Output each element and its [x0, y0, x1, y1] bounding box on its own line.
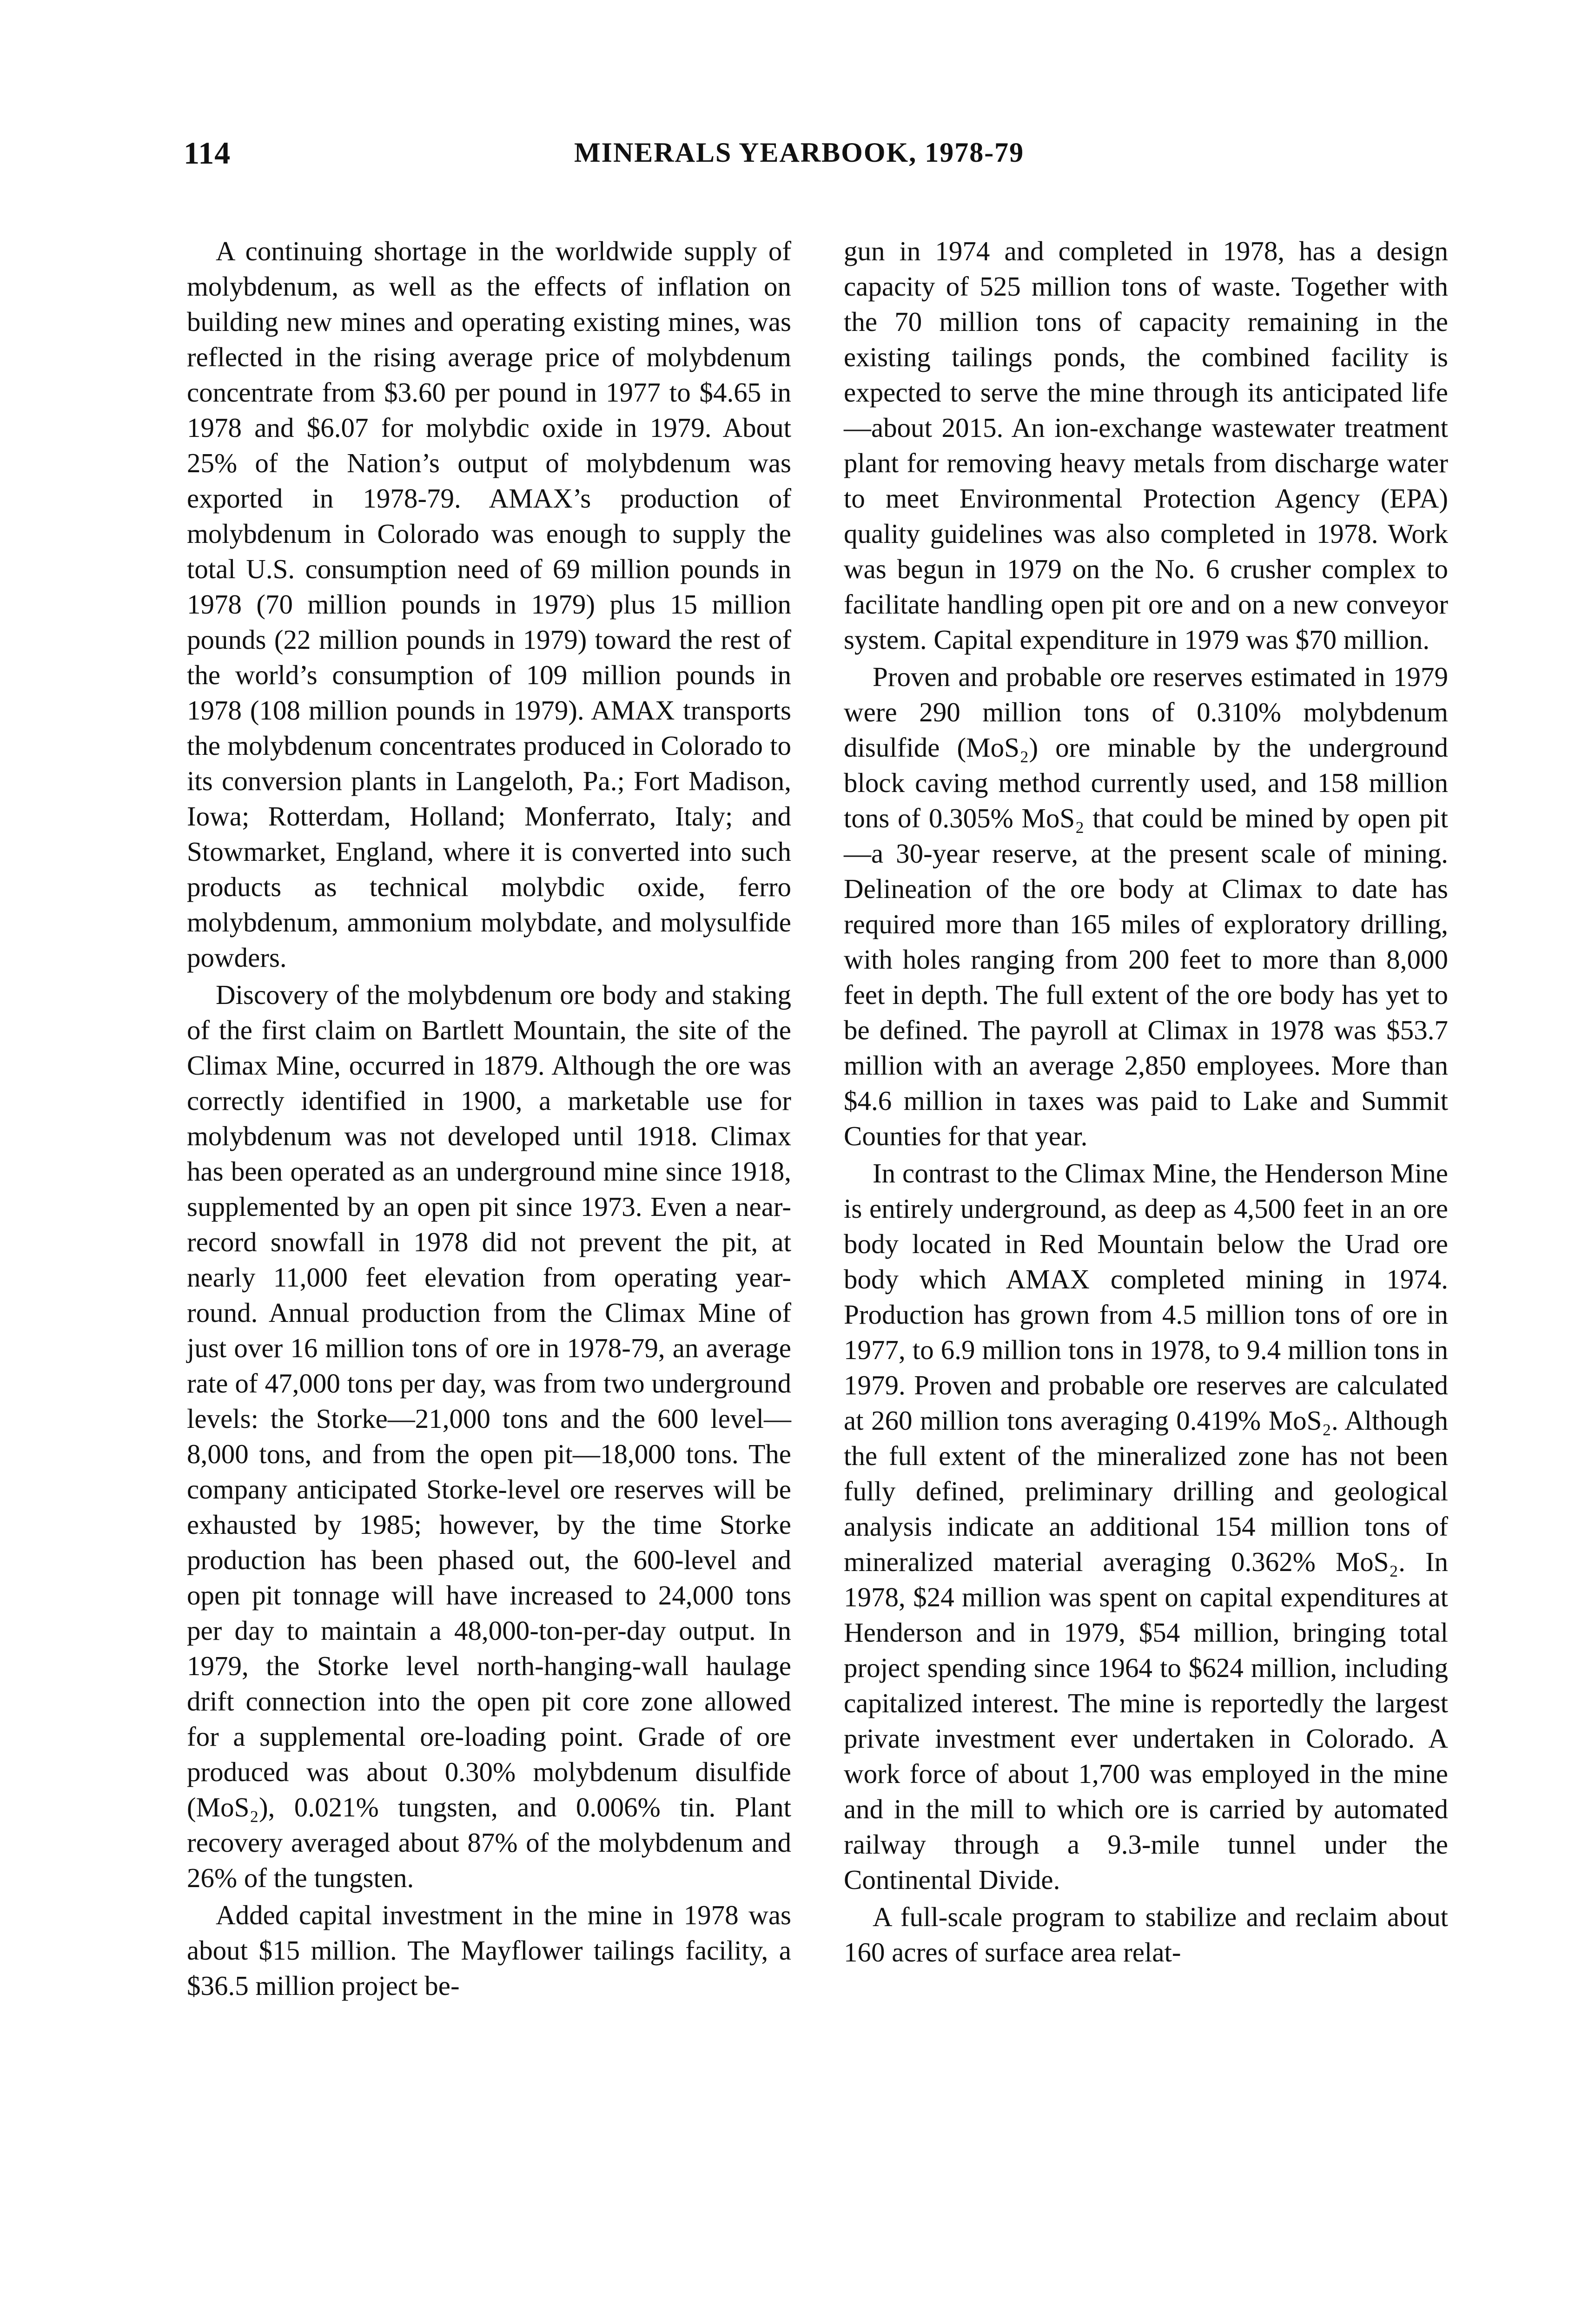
- paragraph-molybdenum-prices: A continuing shortage in the worldwide supply of molybdenum, as well as the effects of inflation on building new mines and operating existing mines, was reflected in the rising average price of molybdenum concentrate from $3.60 per pound in 1977 to $4.65 in 1978 and $6.07 for molybdic oxide in 1979. About 25% of the Nation’s output of molybdenum was exported in 1978-79. AMAX’s production of molybdenum in Colorado was enough to supply the total U.S. consumption need of 69 million pounds in 1978 (70 million pounds in 1979) plus 15 million pounds (22 million pounds in 1979) toward the rest of the world’s consumption of 109 million pounds in 1978 (108 million pounds in 1979). AMAX transports the molybdenum concentrates produced in Colorado to its conversion plants in Langeloth, Pa.; Fort Madison, Iowa; Rotterdam, Holland; Monferrato, Italy; and Stowmarket, England, where it is converted into such products as technical molybdic oxide, ferro molybdenum, ammonium molybdate, and molysulfide powders.: [187, 236, 791, 973]
- paragraph-ore-reserves: Proven and probable ore reserves estimated in 1979 were 290 million tons of 0.310% molybdenum disulfide (MoS₂) ore minable by the underground block caving method currently used, and 158 million tons of 0.305% MoS₂ that could be mined by open pit—a 30-year reserve, at the present scale of mining. Delineation of the ore body at Climax to date has required more than 165 miles of exploratory drilling, with holes ranging from 200 feet to more than 8,000 feet in depth. The full extent of the ore body has yet to be defined. The payroll at Climax in 1978 was $53.7 million with an average 2,850 employees. More than $4.6 million in taxes was paid to Lake and Summit Counties for that year.: [844, 661, 1448, 1151]
- right-column: [844, 233, 1448, 1972]
- paragraph-capital-investment: Added capital investment in the mine in 1978 was about $15 million. The Mayflower tailings facility, a $36.5 million project be-: [187, 1900, 791, 2001]
- paragraph-reclamation: A full-scale program to stabilize and reclaim about 160 acres of surface area relat-: [844, 1901, 1448, 1967]
- paragraph-climax-discovery: Discovery of the molybdenum ore body and staking of the first claim on Bartlett Mountain, the site of the Climax Mine, occurred in 1879. Although the ore was correctly identified in 1900, a marketable use for molybdenum was not developed until 1918. Climax has been operated as an underground mine since 1918, supplemented by an open pit since 1973. Even a near-record snowfall in 1978 did not prevent the pit, at nearly 11,000 feet elevation from operating year-round. Annual production from the Climax Mine of just over 16 million tons of ore in 1978-79, an average rate of 47,000 tons per day, was from two underground levels: the Storke—21,000 tons and the 600 level—8,000 tons, and from the open pit—18,000 tons. The company anticipated Storke-level ore reserves will be exhausted by 1985; however, by the time Storke production has been phased out, the 600-level and open pit tonnage will have increased to 24,000 tons per day to maintain a 48,000-ton-per-day output. In 1979, the Storke level north-hanging-wall haulage drift connection into the open pit core zone allowed for a supplemental ore-loading point. Grade of ore produced was about 0.30% molybdenum disulfide (MoS₂), 0.021% tungsten, and 0.006% tin. Plant recovery averaged about 87% of the molybdenum and 26% of the tungsten.: [187, 979, 791, 1893]
- page-number: 114: [184, 135, 231, 171]
- running-title: MINERALS YEARBOOK, 1978-79: [574, 137, 1025, 168]
- paragraph-tailings-continued: gun in 1974 and completed in 1978, has a design capacity of 525 million tons of waste. Together with the 70 million tons of capacity remaining in the existing tailings ponds, the combined facility is expected to serve the mine through its anticipated life—about 2015. An ion-exchange wastewater treatment plant for removing heavy metals from discharge water to meet Environmental Protection Agency (EPA) quality guidelines was also completed in 1978. Work was begun in 1979 on the No. 6 crusher complex to facilitate handling open pit ore and on a new conveyor system. Capital expenditure in 1979 was $70 million.: [844, 236, 1448, 655]
- left-column: [187, 233, 791, 2005]
- page-header: [184, 135, 1388, 177]
- paragraph-henderson-mine: In contrast to the Climax Mine, the Henderson Mine is entirely underground, as deep as 4,500 feet in an ore body located in Red Mountain below the Urad ore body which AMAX completed mining in 1974. Production has grown from 4.5 million tons of ore in 1977, to 6.9 million tons in 1978, to 9.4 million tons in 1979. Proven and probable ore reserves are calculated at 260 million tons averaging 0.419% MoS₂. Although the full extent of the mineralized zone has not been fully defined, preliminary drilling and geological analysis indicate an additional 154 million tons of mineralized material averaging 0.362% MoS₂. In 1978, $24 million was spent on capital expenditures at Henderson and in 1979, $54 million, bringing total project spending since 1964 to $624 million, including capitalized interest. The mine is reportedly the largest private investment ever undertaken in Colorado. A work force of about 1,700 was employed in the mine and in the mill to which ore is carried by automated railway through a 9.3-mile tunnel under the Continental Divide.: [844, 1158, 1448, 1895]
